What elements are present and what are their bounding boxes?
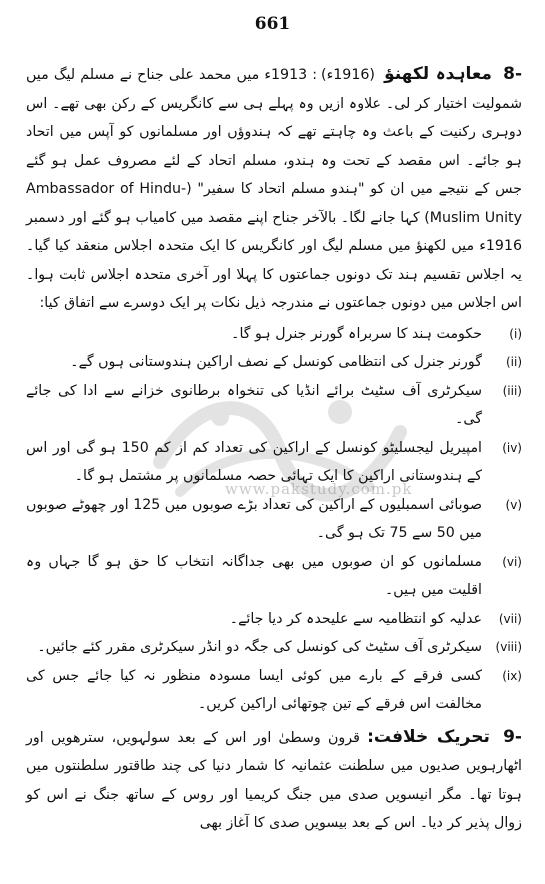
item-number: (iv) bbox=[502, 440, 522, 455]
list-item bbox=[26, 605, 522, 634]
section-heading: تحریک خلافت: bbox=[367, 726, 490, 747]
list-item bbox=[26, 548, 522, 605]
section-8: -8 معاہدہ لکھنؤ (1916ء): 1913ء میں محمد علی جناح نے مسلم لیگ میں شمولیت اختیار کر لی۔ علاوہ ازیں وہ پہلے ہی سے کانگریس کے رکن بھی تھے۔ اس دوہری رکنیت کے باعث وہ چاہتے تھے کہ ہندوؤں اور مسلمانوں کو آپس میں اتحاد ہو جائے۔ اس مقصد کے تحت وہ ہندو، مسلم اتحاد کے لئے مصروف عمل ہو گئے جس کے نتیجے میں ان کو "ہندو مسلم اتحاد کا سفیر" (Ambassador of Hindu-Muslim Unity) کہا جانے لگا۔ بالآخر جناح اپنے مقصد میں کامیاب ہو گئے اور دسمبر 1916ء میں لکھنؤ میں مسلم لیگ اور کانگریس کا ایک متحدہ اجلاس منعقد کیا گیا۔ یہ اجلاس تقسیم ہند تک دونوں جماعتوں کا پہلا اور آخری متحدہ اجلاس ثابت ہوا۔ اس اجلاس میں دونوں جماعتوں نے مندرجہ ذیل نکات پر ایک دوسرے سے اتفاق کیا: bbox=[26, 64, 522, 311]
item-text: عدلیہ کو انتظامیہ سے علیحدہ کر دیا جائے۔ bbox=[229, 610, 482, 627]
section-paragraph: 1913ء میں محمد علی جناح نے مسلم لیگ میں شمولیت اختیار کر لی۔ علاوہ ازیں وہ پہلے ہی سے کانگریس کے رکن بھی تھے۔ اس دوہری رکنیت کے باعث وہ چاہتے تھے کہ ہندوؤں اور مسلمانوں کو آپس میں اتحاد ہو جائے۔ اس مقصد کے تحت وہ ہندو، مسلم اتحاد کے لئے مصروف عمل ہو گئے جس کے نتیجے میں ان کو "ہندو مسلم اتحاد کا سفیر" (Ambassador of Hindu-Muslim Unity) کہا جانے لگا۔ بالآخر جناح اپنے مقصد میں کامیاب ہو گئے اور دسمبر 1916ء میں لکھنؤ میں مسلم لیگ اور کانگریس کا ایک متحدہ اجلاس منعقد کیا گیا۔ یہ اجلاس تقسیم ہند تک دونوں جماعتوں کا پہلا اور آخری متحدہ اجلاس ثابت ہوا۔ اس اجلاس میں دونوں جماعتوں نے مندرجہ ذیل نکات پر ایک دوسرے سے اتفاق کیا: bbox=[26, 67, 522, 311]
list-item bbox=[26, 320, 522, 349]
section-number: -8 bbox=[503, 64, 522, 84]
list-item bbox=[26, 348, 522, 377]
item-number: (viii) bbox=[495, 640, 522, 654]
item-number: (ix) bbox=[502, 668, 522, 683]
item-number: (iii) bbox=[502, 383, 522, 398]
list-item bbox=[26, 662, 522, 719]
watermark-url: www.pakstudy.com.pk bbox=[225, 480, 413, 498]
list-item bbox=[26, 434, 522, 491]
page-number: 661 bbox=[254, 14, 291, 34]
list-item bbox=[26, 633, 522, 662]
item-number: (v) bbox=[505, 497, 522, 512]
item-text: مسلمانوں کو ان صوبوں میں بھی جداگانہ انتخاب کا حق ہو گا جہاں وہ اقلیت میں ہیں۔ bbox=[26, 553, 482, 598]
item-text: حکومت ہند کا سربراہ گورنر جنرل ہو گا۔ bbox=[231, 325, 482, 342]
section-number: -9 bbox=[503, 726, 522, 747]
section-9 bbox=[26, 723, 522, 838]
agreement-points-list bbox=[26, 320, 522, 719]
item-text: گورنر جنرل کی انتظامی کونسل کے نصف اراکین ہندوستانی ہوں گے۔ bbox=[70, 354, 482, 370]
section-year: (1916ء) bbox=[321, 67, 375, 83]
item-text: کسی فرقے کے بارے میں کوئی ایسا مسودہ منظور نہ کیا جائے جس کی مخالفت اس فرقے کے تین چوتھائی اراکین کریں۔ bbox=[26, 667, 482, 712]
list-item bbox=[26, 491, 522, 548]
item-number: (i) bbox=[509, 326, 522, 341]
section-paragraph: قرون وسطیٰ اور اس کے بعد سولہویں، سترھویں اور اٹھارہویں صدیوں میں سلطنت عثمانیہ کا شمار دنیا کی چند طاقتور سلطنتوں میں ہوتا تھا۔ مگر انیسویں صدی میں جنگ کریمیا اور روس کے ساتھ جنگ نے اس کو زوال پذیر کر دیا۔ اس کے بعد بیسویں صدی کا آغاز بھی bbox=[26, 729, 522, 831]
page-content bbox=[26, 60, 522, 838]
section-heading: معاہدہ لکھنؤ bbox=[384, 64, 492, 84]
item-number: (vi) bbox=[502, 554, 522, 569]
list-item bbox=[26, 377, 522, 434]
item-text: صوبائی اسمبلیوں کے اراکین کی تعداد بڑے صوبوں میں 125 اور چھوٹے صوبوں میں 50 سے 75 تک ہو گی۔ bbox=[26, 496, 482, 541]
item-text: سیکرٹری آف سٹیٹ کی کونسل کی جگہ دو انڈر سیکرٹری مقرر کئے جائیں۔ bbox=[37, 639, 482, 655]
item-text: امپیریل لیجسلیٹو کونسل کے اراکین کی تعداد کم از کم 150 ہو گی اور اس کے ہندوستانی اراکین کا ایک تہائی حصہ مسلمانوں پر مشتمل ہو گا۔ bbox=[26, 439, 482, 484]
item-number: (vii) bbox=[498, 611, 522, 626]
item-text: سیکرٹری آف سٹیٹ برائے انڈیا کی تنخواہ برطانوی خزانے سے ادا کی جائے گی۔ bbox=[26, 382, 482, 427]
item-number: (ii) bbox=[505, 355, 522, 369]
